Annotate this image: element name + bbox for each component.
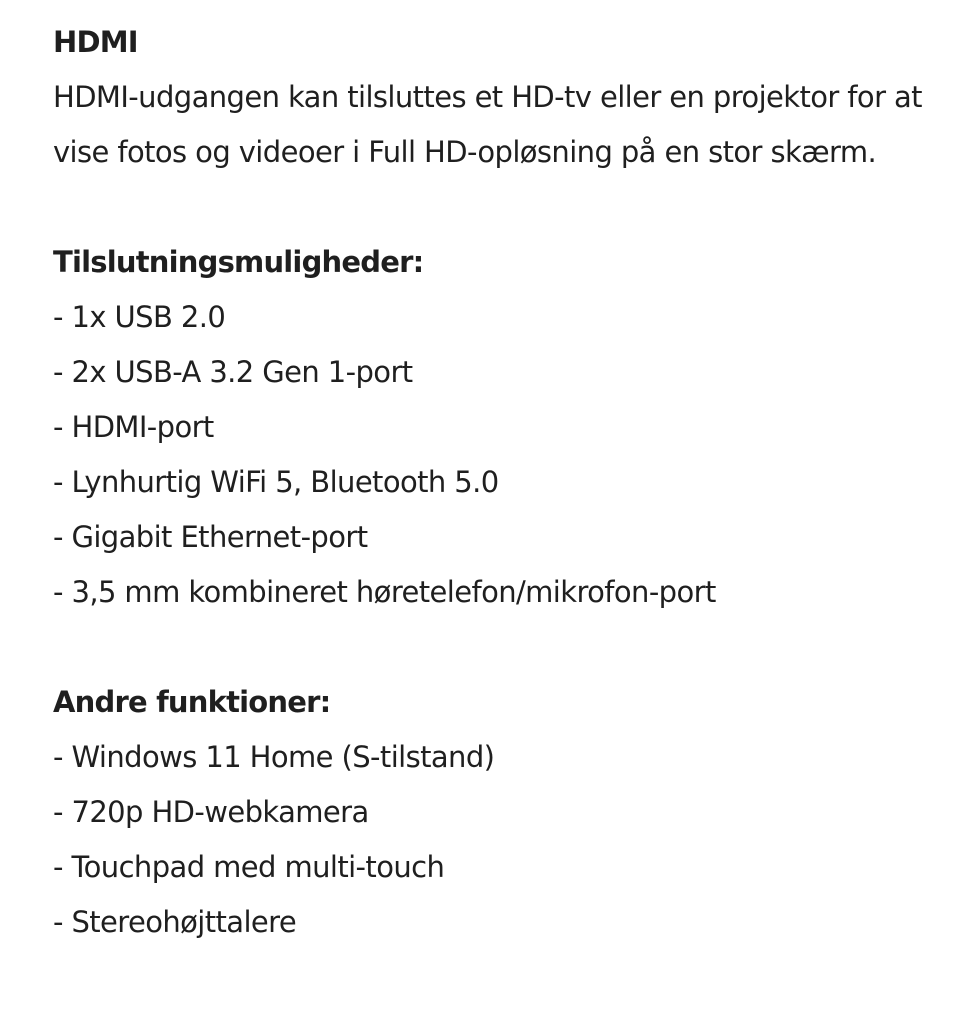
- connectivity-section: [53, 235, 920, 620]
- other-features-heading: Andre funktioner:: [53, 685, 331, 719]
- list-item: - 3,5 mm kombineret høretelefon/mikrofon-port: [53, 575, 716, 609]
- list-item: - 720p HD-webkamera: [53, 795, 369, 829]
- list-item: - 2x USB-A 3.2 Gen 1-port: [53, 355, 413, 389]
- hdmi-paragraph: HDMI-udgangen kan tilsluttes et HD-tv eller en projektor for at vise fotos og videoer i Full HD-opløsning på en stor skærm.: [53, 80, 922, 169]
- list-item: - HDMI-port: [53, 410, 214, 444]
- other-features-list: [53, 730, 920, 950]
- hdmi-section: [53, 15, 920, 180]
- list-item: - Windows 11 Home (S-tilstand): [53, 740, 495, 774]
- connectivity-heading: Tilslutningsmuligheder:: [53, 245, 424, 279]
- list-item: - Touchpad med multi-touch: [53, 850, 445, 884]
- section-spacer: [53, 620, 920, 675]
- list-item: - Gigabit Ethernet-port: [53, 520, 368, 554]
- hdmi-heading: HDMI: [53, 25, 138, 59]
- connectivity-list: [53, 290, 920, 620]
- list-item: - 1x USB 2.0: [53, 300, 226, 334]
- list-item: - Lynhurtig WiFi 5, Bluetooth 5.0: [53, 465, 499, 499]
- other-features-section: [53, 675, 920, 950]
- list-item: - Stereohøjttalere: [53, 905, 297, 939]
- section-spacer: [53, 180, 920, 235]
